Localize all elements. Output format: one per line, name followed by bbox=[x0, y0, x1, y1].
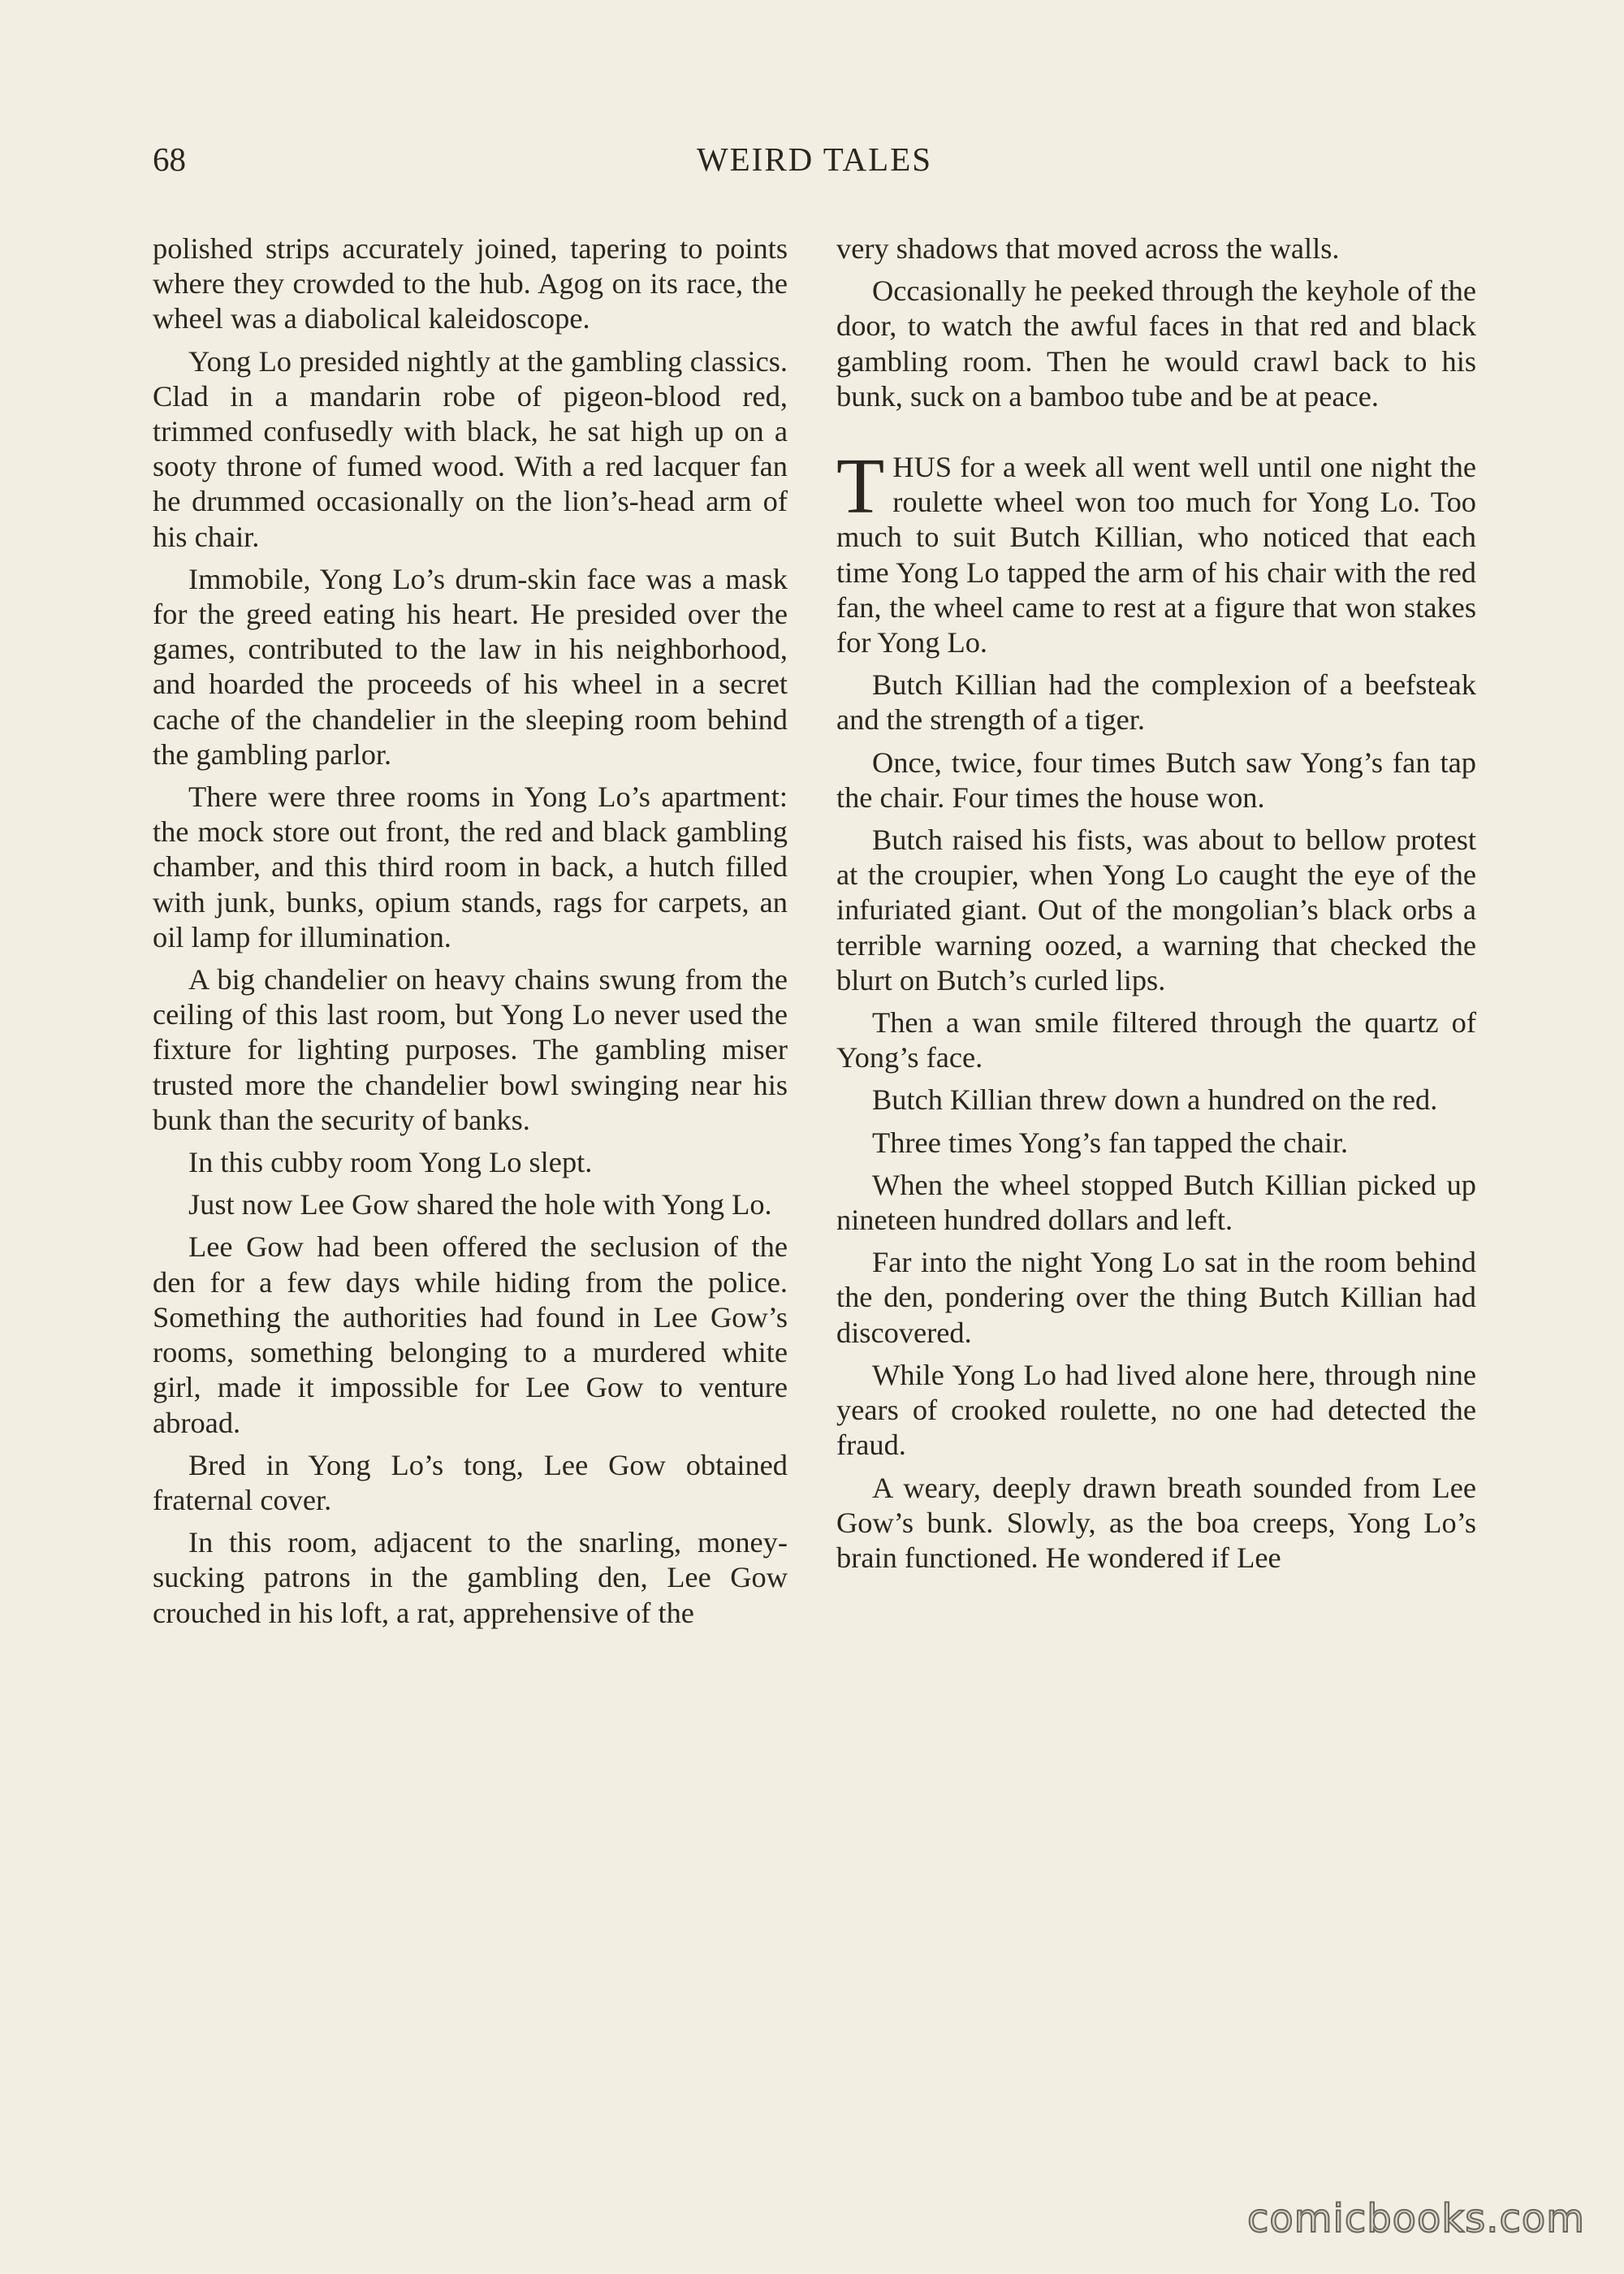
paragraph: very shadows that moved across the walls. bbox=[836, 232, 1340, 265]
paragraph: polished strips accurately joined, tapering to points where they crowded to the hub. Agog on its race, the wheel was a diabolical kaleidoscope. bbox=[153, 232, 788, 335]
paragraph: A big chandelier on heavy chains swung from the ceiling of this last room, but Yong Lo never used the fixture for lighting purposes. The gambling miser trusted more the chandelier bowl swinging near his bunk than the security of banks. bbox=[153, 963, 788, 1136]
paragraph: Bred in Yong Lo’s tong, Lee Gow obtained fraternal cover. bbox=[153, 1448, 788, 1516]
paragraph: While Yong Lo had lived alone here, through nine years of crooked roulette, no one had detected the fraud. bbox=[836, 1358, 1476, 1462]
paragraph: Butch raised his fists, was about to bellow protest at the croupier, when Yong Lo caught the eye of the infuriated giant. Out of the mongolian’s black orbs a terrible warning oozed, a warning that checked the blurt on Butch’s curled lips. bbox=[836, 824, 1476, 996]
right-column bbox=[836, 231, 1476, 1583]
drop-cap: T bbox=[836, 443, 885, 530]
paragraph: Occasionally he peeked through the keyhole of the door, to watch the awful faces in that red and black gambling room. Then he would crawl back to his bunk, suck on a bamboo tube and be at peace. bbox=[836, 275, 1476, 413]
paragraph: Far into the night Yong Lo sat in the room behind the den, pondering over the thing Butch Killian had discovered. bbox=[836, 1246, 1476, 1349]
paragraph: Yong Lo presided nightly at the gambling classics. Clad in a mandarin robe of pigeon-blood red, trimmed confusedly with black, he sat high up on a sooty throne of fumed wood. With a red lacquer fan he drummed occasionally on the lion’s-head arm of his chair. bbox=[153, 344, 788, 553]
paragraph: In this cubby room Yong Lo slept. bbox=[188, 1146, 593, 1179]
magazine-title: WEIRD TALES bbox=[696, 141, 933, 178]
paragraph: Then a wan smile filtered through the quartz of Yong’s face. bbox=[836, 1006, 1476, 1074]
page-number: 68 bbox=[153, 141, 186, 178]
paragraph: A weary, deeply drawn breath sounded from Lee Gow’s bunk. Slowly, as the boa creeps, Yong Lo’s brain functioned. He wondered if Lee bbox=[836, 1471, 1476, 1574]
section-opening-text: HUS for a week all went well until one night the roulette wheel won too much for Yong Lo. Too much to suit Butch Killian, who noticed that each time Yong Lo tapped the arm of his chair with the red fan, the wheel came to rest at a figure that won stakes for Yong Lo. bbox=[836, 451, 1476, 659]
section-opening-paragraph bbox=[836, 443, 1476, 660]
paragraph: When the wheel stopped Butch Killian picked up nineteen hundred dollars and left. bbox=[836, 1168, 1476, 1237]
paragraph: Three times Yong’s fan tapped the chair. bbox=[872, 1126, 1349, 1159]
paragraph: Lee Gow had been offered the seclusion of the den for a few days while hiding from the police. Something the authorities had found in Lee Gow’s rooms, something belonging to a murdered white girl, made it impossible for Lee Gow to venture abroad. bbox=[153, 1230, 788, 1439]
watermark: comicbooks.com bbox=[1246, 2196, 1585, 2242]
paragraph: Butch Killian had the complexion of a beefsteak and the strength of a tiger. bbox=[836, 668, 1476, 737]
paragraph: Immobile, Yong Lo’s drum-skin face was a mask for the greed eating his heart. He presided over the games, contributed to the law in his neighborhood, and hoarded the proceeds of his wheel in a secret cache of the chandelier in the sleeping room behind the gambling parlor. bbox=[153, 562, 788, 771]
paragraph: Butch Killian threw down a hundred on the red. bbox=[872, 1083, 1438, 1117]
paragraph: Just now Lee Gow shared the hole with Yong Lo. bbox=[188, 1188, 772, 1221]
paragraph: There were three rooms in Yong Lo’s apartment: the mock store out front, the red and black gambling chamber, and this third room in back, a hutch filled with junk, bunks, opium stands, rags for carpets, an oil lamp for illumination. bbox=[153, 780, 788, 953]
page-header bbox=[153, 140, 1476, 197]
paragraph: In this room, adjacent to the snarling, money-sucking patrons in the gambling den, Lee Gow crouched in his loft, a rat, apprehensive of the bbox=[153, 1526, 788, 1629]
paragraph: Once, twice, four times Butch saw Yong’s fan tap the chair. Four times the house won. bbox=[836, 746, 1476, 814]
left-column bbox=[153, 231, 788, 1638]
